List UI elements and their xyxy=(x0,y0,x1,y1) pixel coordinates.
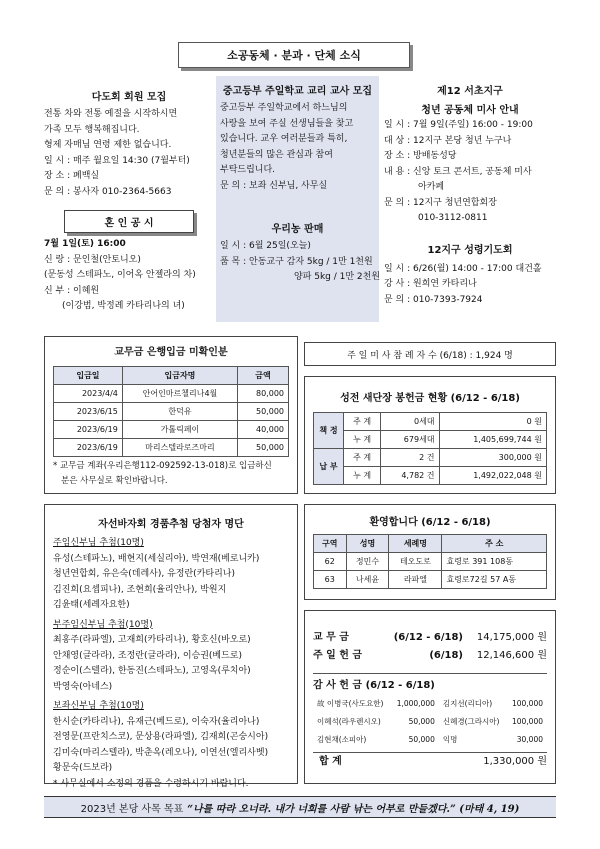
cell: 30,000 xyxy=(516,734,543,744)
cell: 故 이병국(사도요한) xyxy=(317,698,384,708)
cell: 익명 xyxy=(442,734,458,744)
dadohoe-title: 다도회 회원 모집 xyxy=(91,92,167,103)
bank-deposit-section xyxy=(44,336,298,494)
welcome-table xyxy=(313,534,547,589)
cell: 주 계 xyxy=(344,449,381,467)
text-line: 정순이(스텔라), 한동진(스테파노), 고영옥(루치아) xyxy=(53,666,251,676)
hungum-amount: 12,146,600 원 xyxy=(476,650,547,661)
cell: 2023/4/4 xyxy=(54,385,123,403)
cell: 80,000 xyxy=(238,385,289,403)
text-line: 한시순(카타리나), 유재근(베드로), 이숙자(율리아나) xyxy=(53,716,260,727)
lottery-note: * 사무실에서 소정의 경품을 수령하시기 바랍니다. xyxy=(53,778,249,789)
table-row xyxy=(314,553,547,571)
group-header: 책 정 xyxy=(314,413,344,449)
text-line: 일 시 : 7월 9일(주일) 16:00 - 19:00 xyxy=(384,120,533,130)
cell: 가톨릭페이 xyxy=(122,421,237,439)
kyomu-amount: 14,175,000 원 xyxy=(476,632,547,643)
cell: 2023/6/15 xyxy=(54,403,123,421)
cell: 김지선(리디아) xyxy=(442,698,493,708)
bank-table xyxy=(53,366,289,457)
cell: 안어인마르첼리나4월 xyxy=(122,385,237,403)
kyomu-label: 교 무 금 xyxy=(313,632,349,643)
cell: 4,782 건 xyxy=(381,467,439,485)
table-row xyxy=(314,449,547,467)
table-row xyxy=(314,431,547,449)
cell: 나세윤 xyxy=(346,571,389,589)
text-line: 청년연합회, 유은숙(데레사), 유정란(카타리나) xyxy=(53,569,235,579)
cell: 100,000 xyxy=(511,716,543,726)
farm-item: 품 목 : 안동교구 감자 5kg / 1만 1천원 xyxy=(220,256,373,267)
cell: 누 계 xyxy=(344,431,381,449)
text-line: 일 시 : 6/26(월) 14:00 - 17:00 대건홀 xyxy=(384,263,542,274)
table-row xyxy=(54,439,289,457)
table-row xyxy=(54,403,289,421)
group-header: 납 부 xyxy=(314,449,344,485)
kyomu-period: (6/12 - 6/18) xyxy=(393,632,463,643)
thanks-title: 감 사 헌 금 (6/12 - 6/18) xyxy=(313,680,435,691)
lottery-group-title: 주임신부님 추첨(10명) xyxy=(53,538,144,548)
text-line: 문 의 : 보좌 신부님, 사무실 xyxy=(220,180,328,191)
table-header-row xyxy=(54,367,289,385)
welcome-title: 환영합니다 (6/12 - 6/18) xyxy=(369,517,491,528)
column-header: 세례명 xyxy=(389,535,442,553)
lottery-section xyxy=(44,504,298,789)
text-line: 전영문(프란치스코), 문상용(라파엘), 김재희(곤숭시아) xyxy=(53,732,269,742)
section-header xyxy=(178,42,410,68)
cell: 누 계 xyxy=(344,467,381,485)
cell: 300,000 원 xyxy=(439,449,546,467)
cell: 2023/6/19 xyxy=(54,439,123,457)
text-line: 최홍주(라파엘), 고재희(카타리나), 황호신(바오로) xyxy=(53,635,251,645)
lottery-title: 자선바자회 경품추첨 당첨자 명단 xyxy=(98,519,244,530)
text-line: 청년분들의 많은 관심과 참여 xyxy=(220,149,333,160)
table-row xyxy=(314,413,547,431)
cell: 2 건 xyxy=(381,449,439,467)
text-line: 문 의 : 12지구 청년연합회장 xyxy=(384,197,497,208)
text-line: (이강범, 박정례 카타리나의 녀) xyxy=(62,301,185,311)
column-header: 주 소 xyxy=(442,535,547,553)
column-header: 성명 xyxy=(346,535,389,553)
text-line: 형제 자매님 연령 제한 없습니다. xyxy=(44,140,172,150)
cell: 테오도로 xyxy=(389,553,442,571)
column-header: 구역 xyxy=(314,535,347,553)
teacher-notice xyxy=(216,76,379,322)
bank-title: 교무금 은행입금 미확인분 xyxy=(114,347,228,358)
cell: 2023/6/19 xyxy=(54,421,123,439)
wedding-title: 혼 인 공 시 xyxy=(64,210,194,233)
text-line: 김미숙(마리스텔라), 박춘옥(레오나), 이연선(엘리사벳) xyxy=(53,747,269,758)
teacher-title: 중고등부 주일학교 교리 교사 모집 xyxy=(222,86,373,97)
table-header-row xyxy=(314,535,547,553)
building-fund-section xyxy=(304,376,556,494)
cell: 정민수 xyxy=(346,553,389,571)
text-line: 문 의 : 봉사자 010-2364-5663 xyxy=(44,186,172,197)
attendance-label: 주 일 미 사 참 례 자 수 (6/18) : 1,924 명 xyxy=(347,350,513,361)
total-row xyxy=(313,752,547,771)
cell: 1,405,699,744 원 xyxy=(439,431,546,449)
thanks-table xyxy=(313,694,547,748)
cell: 40,000 xyxy=(238,421,289,439)
total-label: 합 계 xyxy=(319,756,342,767)
youthmass-title: 청년 공동체 미사 안내 xyxy=(421,105,519,116)
total-amount: 1,330,000 원 xyxy=(483,756,547,767)
text-line: 문 의 : 010-7393-7924 xyxy=(384,294,483,305)
finance-section xyxy=(304,610,556,784)
text-line: 신 부 : 이혜원 xyxy=(44,285,100,296)
attendance-box xyxy=(304,342,556,366)
text-line: 황문숙(드보라) xyxy=(53,763,113,773)
cell: 0세대 xyxy=(381,413,439,431)
text-line: 전통 차와 전통 예절을 시작하시면 xyxy=(44,109,178,119)
wedding-notice xyxy=(44,210,214,322)
hungum-row xyxy=(313,647,547,665)
hungum-label: 주 일 헌 금 xyxy=(313,650,363,661)
text-line: 김진희(요셉피나), 조현희(율리안나), 박원지 xyxy=(53,584,227,595)
cell: 마리스텔라로즈마리 xyxy=(122,439,237,457)
farm-date: 일 시 : 6월 25일(오늘) xyxy=(220,241,311,251)
table-row xyxy=(314,571,547,589)
text-line: 안채영(글라라), 조정란(글라라), 이승권(베드로) xyxy=(53,650,243,661)
text-line: (문동성 스테파노, 이어옥 안젤라의 차) xyxy=(44,270,196,280)
bank-note: * 교무금 계좌(우리은행112-092592-13-018)로 입금하신 xyxy=(53,461,272,471)
cell: 이혜석(라우렌시오) xyxy=(317,716,381,726)
cell: 1,000,000 xyxy=(396,698,435,708)
text-line: 신 랑 : 문인철(안토니오) xyxy=(44,254,141,265)
footer-quote: “나를 따라 오너라. 내가 너희를 사람 낚는 어부로 만들겠다.” (마태 4, 19) xyxy=(187,803,520,815)
text-line: 중고등부 주일학교에서 하느님의 xyxy=(220,103,348,113)
header-title: 소공동체 · 분과 · 단체 소식 xyxy=(227,49,361,62)
text-line: 유성(스테파노), 배현지(세실리아), 박연재(베로니카) xyxy=(53,553,260,564)
wedding-date: 7월 1일(토) 16:00 xyxy=(44,239,126,249)
cell: 63 xyxy=(314,571,347,589)
lottery-group-title: 보좌신부님 추첨(10명) xyxy=(53,701,144,711)
text-line: 장 소 : 방배동성당 xyxy=(384,151,457,161)
text-line: 내 용 : 신앙 토크 콘서트, 공동체 미사 xyxy=(384,166,532,177)
building-title: 성전 새단장 봉헌금 현황 (6/12 - 6/18) xyxy=(340,393,520,404)
column-header: 입금자명 xyxy=(122,367,237,385)
table-row xyxy=(313,694,547,712)
table-row xyxy=(314,467,547,485)
cell: 효령로72길 57 A동 xyxy=(442,571,547,589)
text-line: 사랑을 보여 주실 선생님들을 찾고 xyxy=(220,118,354,129)
text-line: 대 상 : 12지구 본당 청년 누구나 xyxy=(384,135,512,146)
cell: 50,000 xyxy=(408,716,435,726)
dadohoe-notice xyxy=(44,76,214,200)
column-header: 금액 xyxy=(238,367,289,385)
table-row xyxy=(313,712,547,730)
cell: 김현채(소피아) xyxy=(317,734,367,744)
lottery-group-title: 부주임신부님 추첨(10명) xyxy=(53,619,153,630)
welcome-section xyxy=(304,504,556,600)
cell: 679세대 xyxy=(381,431,439,449)
text-line: 가족 모두 행복해집니다. xyxy=(44,124,140,135)
cell: 50,000 xyxy=(238,403,289,421)
bank-note: 분은 사무실로 확인바랍니다. xyxy=(61,475,168,486)
text-line: 박영숙(아네스) xyxy=(53,681,113,692)
cell: 62 xyxy=(314,553,347,571)
cell: 1,492,022,048 원 xyxy=(439,467,546,485)
text-line: 장 소 : 폐백실 xyxy=(44,171,100,181)
column-header: 입금일 xyxy=(54,367,123,385)
text-line: 부탁드립니다. xyxy=(220,165,276,175)
youth-mass-notice xyxy=(384,76,556,308)
cell: 신혜경(그라시아) xyxy=(442,716,500,726)
farm-item: 양파 5kg / 1만 2천원 xyxy=(294,272,381,282)
bible-title: 12지구 성령기도회 xyxy=(427,244,513,256)
cell: 100,000 xyxy=(511,698,543,708)
text-line: 김윤태(세례자요한) xyxy=(53,600,130,610)
table-row xyxy=(54,421,289,439)
text-line: 아카페 xyxy=(418,182,445,192)
kyomu-row xyxy=(313,629,547,647)
text-line: 일 시 : 매주 월요일 14:30 (7월부터) xyxy=(44,155,190,166)
text-line: 강 사 : 원희연 카타리나 xyxy=(384,279,477,289)
cell: 효령로 391 108동 xyxy=(442,553,547,571)
table-row xyxy=(313,730,547,748)
farm-title: 우리농 판매 xyxy=(271,224,324,235)
hungum-period: (6/18) xyxy=(429,650,463,661)
footer-label: 2023년 본당 사목 목표 xyxy=(80,803,184,815)
cell: 라파엘 xyxy=(389,571,442,589)
building-table xyxy=(313,412,547,485)
footer-banner xyxy=(44,796,556,818)
cell: 0 원 xyxy=(439,413,546,431)
text-line: 010-3112-0811 xyxy=(418,213,488,223)
cell: 주 계 xyxy=(344,413,381,431)
text-line: 있습니다. 교우 여러분들과 특히, xyxy=(220,134,348,144)
cell: 한덕유 xyxy=(122,403,237,421)
cell: 50,000 xyxy=(408,734,435,744)
youthmass-title: 제12 서초지구 xyxy=(437,86,503,97)
cell: 50,000 xyxy=(238,439,289,457)
table-row xyxy=(54,385,289,403)
